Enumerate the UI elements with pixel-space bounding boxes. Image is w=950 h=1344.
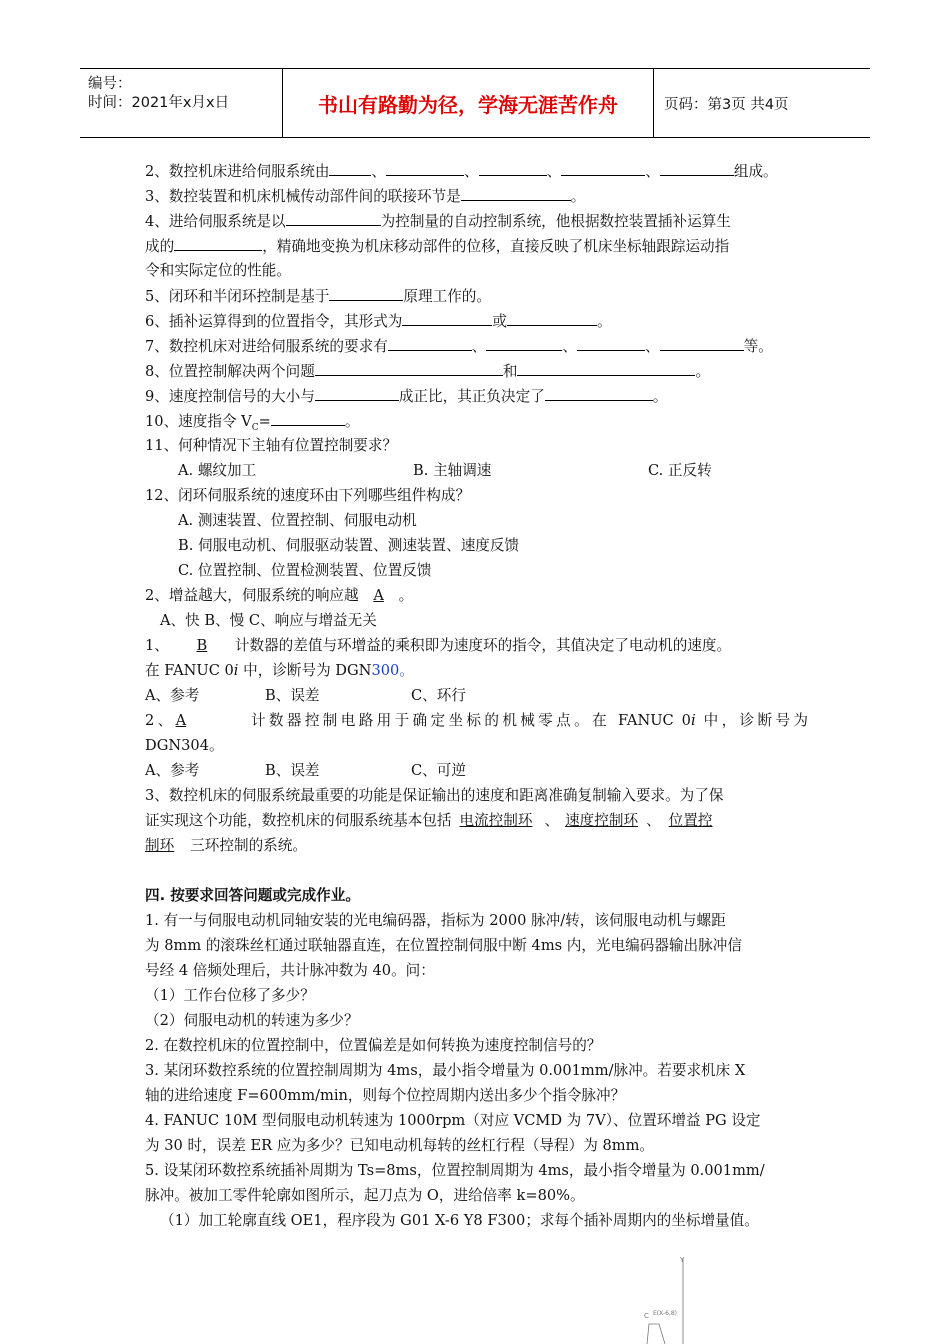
question-11-options: A. 螺纹加工 B. 主轴调速 C. 正反转 (178, 462, 712, 479)
spacer (145, 858, 808, 883)
document-body (145, 158, 808, 1233)
point-e-label: E(X-6,8) (653, 1310, 677, 1317)
question-10-line: 10、速度指令 $V_C=$ 。 (145, 408, 808, 433)
counter-question-2-options: A、参考 B、误差 C、可逆 (145, 762, 466, 779)
counter-question-1-options: A、参考 B、误差 C、环行 (145, 687, 466, 704)
problem-5-line-2: 脉冲。被加工零件轮廓如图所示，起刀点为 O，进给倍率 k=80%。 (145, 1187, 585, 1204)
question-12-option-c: C. 位置控制、位置检测装置、位置反馈 (178, 562, 432, 579)
problem-1-line-1: 1. 有一与伺服电动机同轴安装的光电编码器，指标为 2000 脉冲/转，该伺服电动机与螺距 (145, 912, 726, 929)
question-4-line-2: 成的 ，精确地变换为机床移动部件的位移，直接反映了机床坐标轴跟踪运动指 (145, 233, 808, 258)
problem-1-line-3: 号经 4 倍频处理后，共计脉冲数为 40。问： (145, 962, 435, 979)
page-header (80, 68, 870, 138)
question-7-line: 7、数控机床对进给伺服系统的要求有 、 、 、 等。 (145, 333, 808, 358)
question-12-option-a: A. 测速装置、位置控制、伺服电动机 (178, 512, 417, 529)
question-12-line: 12、闭环伺服系统的速度环由下列哪些组件构成？ (145, 487, 471, 504)
servo-question-line-1: 3、数控机床的伺服系统最重要的功能是保证输出的速度和距离准确复制输入要求。为了保 (145, 787, 724, 804)
gain-question-line: 2、增益越大，伺服系统的响应越 A 。 (145, 587, 414, 604)
question-5-line: 5、闭环和半闭环控制是基于 原理工作的。 (145, 283, 808, 308)
question-9-line: 9、速度控制信号的大小与 成正比，其正负决定了 。 (145, 383, 808, 408)
counter-question-1-line-2: 在 FANUC 0i 中，诊断号为 DGN300。 (145, 662, 414, 679)
question-3-line: 3、数控装置和机床机械传动部件间的联接环节是 。 (145, 183, 808, 208)
question-6-line: 6、插补运算得到的位置指令，其形式为 或 。 (145, 308, 808, 333)
question-4-line-3: 令和实际定位的性能。 (145, 262, 291, 279)
problem-4-line-2: 为 30 时，误差 ER 应为多少？已知电动机每转的丝杠行程（导程）为 8mm。 (145, 1137, 654, 1154)
header-left-cell (80, 69, 283, 137)
problem-3-line-1: 3. 某闭环数控系统的位置控制周期为 4ms，最小指令增量为 0.001mm/脉冲。若要求机床 X (145, 1062, 746, 1079)
question-12-option-b: B. 伺服电动机、伺服驱动装置、测速装置、速度反馈 (178, 537, 520, 554)
problem-5-line-1: 5. 设某闭环数控系统插补周期为 Ts=8ms，位置控制周期为 4ms，最小指令增量为 0.001mm/ (145, 1162, 765, 1179)
servo-question-line-2: 证实现这个功能，数控机床的伺服系统基本包括 电流控制环 、 速度控制环 、 位置控 (145, 812, 713, 829)
section-4-heading: 四. 按要求回答问题或完成作业。 (145, 887, 360, 904)
question-4-line-1: 4、进给伺服系统是以 为控制量的自动控制系统，他根据数控装置插补运算生 (145, 208, 808, 233)
counter-question-2-line-2: DGN304。 (145, 737, 224, 754)
contour-line (647, 1324, 665, 1344)
counter-question-1-line-1: 1、 B 计数器的差值与环增益的乘积即为速度环的指令，其值决定了电动机的速度。 (145, 637, 732, 654)
page-number: 页码：第3页 共4页 (664, 96, 789, 113)
y-axis-label: Y (680, 1256, 685, 1264)
problem-2-line: 2. 在数控机床的位置控制中，位置偏差是如何转换为速度控制信号的？ (145, 1037, 602, 1054)
motto: 书山有路勤为径，学海无涯苦作舟 (283, 69, 654, 137)
contour-figure (625, 1250, 705, 1344)
question-11-line: 11、何种情况下主轴有位置控制要求？ (145, 437, 398, 454)
point-c-label: C (644, 1312, 649, 1320)
problem-5-sub-1: （1）加工轮廓直线 OE1，程序段为 G01 X-6 Y8 F300；求每个插补周期内的坐标增量值。 (160, 1212, 759, 1229)
question-8-line: 8、位置控制解决两个问题 和 。 (145, 358, 808, 383)
problem-3-line-2: 轴的进给速度 F=600mm/min，则每个位控周期内送出多少个指令脉冲？ (145, 1087, 626, 1104)
problem-4-line-1: 4. FANUC 10M 型伺服电动机转速为 1000rpm（对应 VCMD 为 7V）、位置环增益 PG 设定 (145, 1112, 761, 1129)
question-2-line: 2、数控机床进给伺服系统由 、 、 、 、 组成。 (145, 158, 808, 183)
servo-question-line-3: 制环 三环控制的系统。 (145, 837, 307, 854)
date-label: 时间：2021年x月x日 (88, 95, 230, 111)
code-label: 编号： (88, 76, 132, 92)
gain-question-options: A、快 B、慢 C、响应与增益无关 (160, 612, 377, 629)
counter-question-2-line-1: 2、A 计数器控制电路用于确定坐标的机械零点。在 FANUC 0i 中，诊断号为 (145, 712, 809, 729)
problem-1-sub-2: （2）伺服电动机的转速为多少？ (145, 1012, 359, 1029)
problem-1-sub-1: （1）工作台位移了多少？ (145, 987, 315, 1004)
problem-1-line-2: 为 8mm 的滚珠丝杠通过联轴器直连，在位置控制伺服中断 4ms 内，光电编码器输出脉冲信 (145, 937, 742, 954)
